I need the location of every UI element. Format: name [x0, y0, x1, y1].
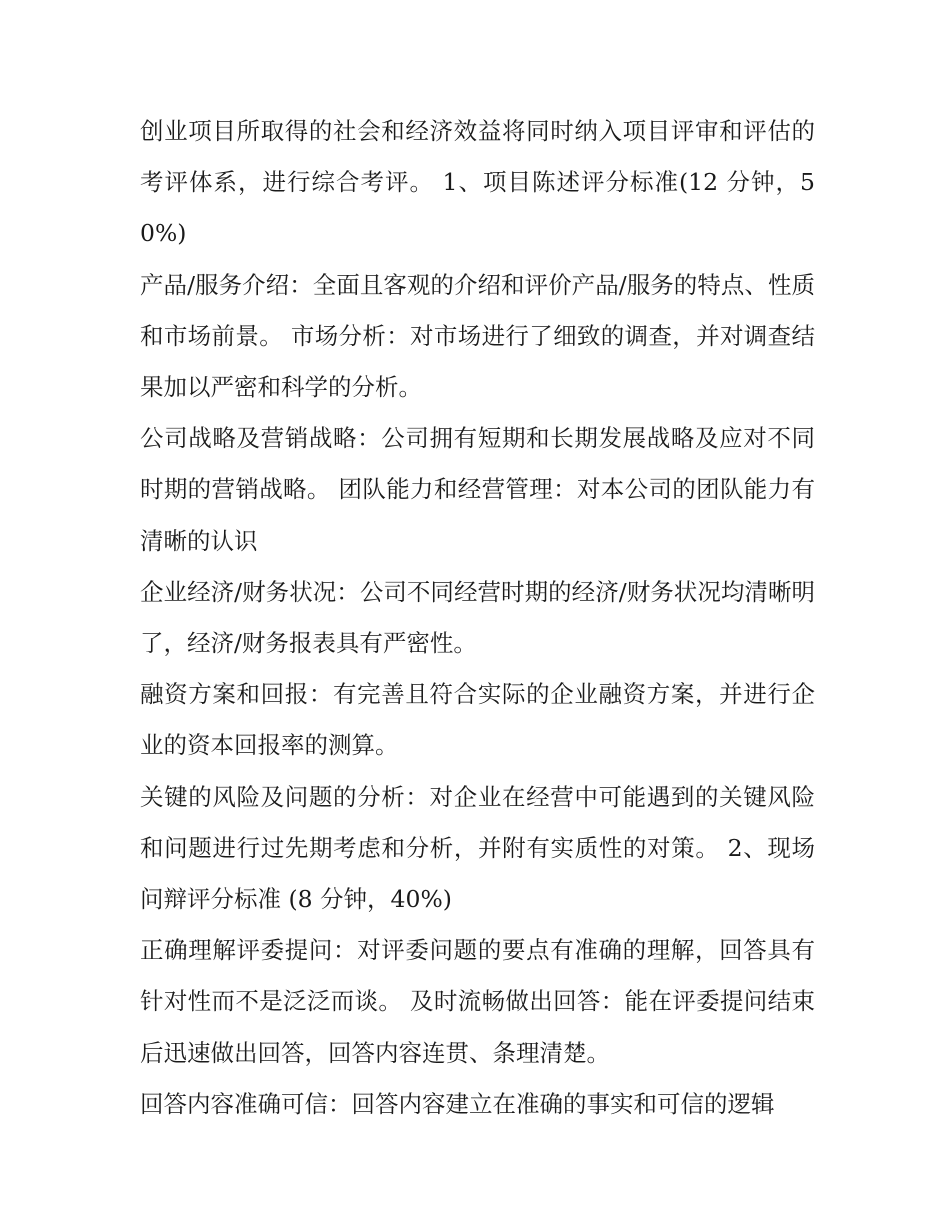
paragraph-accuracy: 回答内容准确可信：回答内容建立在准确的事实和可信的逻辑	[140, 1089, 775, 1118]
paragraph-risk-qa-scoring: 关键的风险及问题的分析：对企业在经营中可能遇到的关键风险和问题进行过先期考虑和分析，并附有实质性的对策。 2、现场问辩评分标准 (8 分钟，40%)	[140, 782, 815, 914]
paragraph-product-market: 产品/服务介绍：全面且客观的介绍和评价产品/服务的特点、性质和市场前景。 市场分析：对市场进行了细致的调查，并对调查结果加以严密和科学的分析。	[140, 270, 815, 402]
paragraph-finance: 企业经济/财务状况：公司不同经营时期的经济/财务状况均清晰明了，经济/财务报表具有严密性。	[140, 577, 815, 658]
document-body	[140, 106, 815, 1130]
paragraph-understanding-fluency: 正确理解评委提问：对评委问题的要点有准确的理解，回答具有针对性而不是泛泛而谈。 及时流畅做出回答：能在评委提问结束后迅速做出回答，回答内容连贯、条理清楚。	[140, 936, 815, 1067]
paragraph-financing: 融资方案和回报：有完善且符合实际的企业融资方案，并进行企业的资本回报率的测算。	[140, 680, 815, 760]
paragraph-strategy-team: 公司战略及营销战略：公司拥有短期和长期发展战略及应对不同时期的营销战略。 团队能力和经营管理：对本公司的团队能力有清晰的认识	[140, 424, 815, 555]
paragraph-intro-scoring: 创业项目所取得的社会和经济效益将同时纳入项目评审和评估的考评体系，进行综合考评。 1、项目陈述评分标准(12 分钟，50%)	[140, 117, 815, 248]
